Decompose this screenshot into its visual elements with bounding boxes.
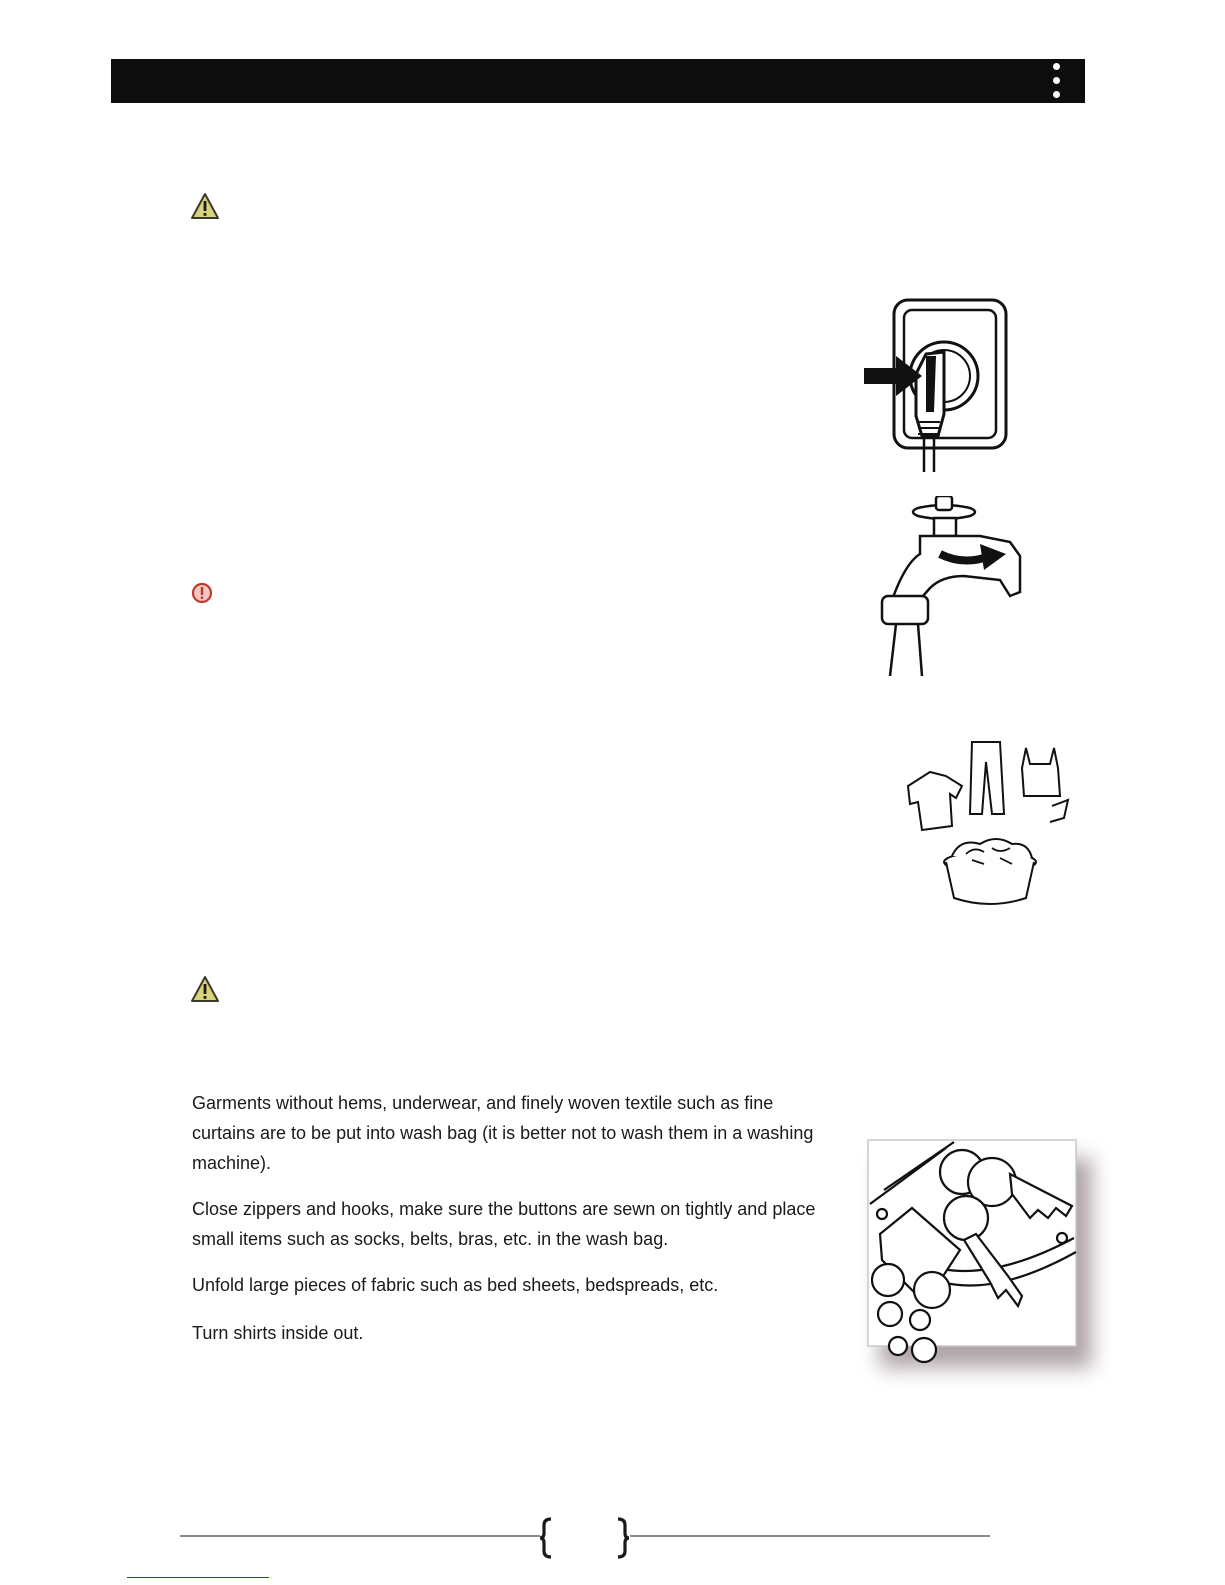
- plug-into-socket-illustration: [846, 294, 1026, 474]
- empty-pockets-illustration: [850, 1128, 1112, 1390]
- open-water-tap-illustration: [860, 496, 1030, 676]
- warning-triangle-icon: [190, 975, 220, 1003]
- page-header-bar: [111, 59, 1085, 103]
- footer-rule-left: [180, 1535, 540, 1537]
- three-dots-icon: [1049, 59, 1063, 103]
- page-number-bracket-left: [538, 1517, 554, 1559]
- instruction-paragraph: Close zippers and hooks, make sure the buttons are sewn on tightly and place small items such as socks, belts, bras, etc. in the wash bag.: [192, 1199, 816, 1249]
- warning-triangle-icon: [190, 192, 220, 220]
- instruction-paragraph: Turn shirts inside out.: [192, 1323, 364, 1343]
- exclamation-circle-icon: [191, 582, 213, 604]
- footer-rule-right: [630, 1535, 990, 1537]
- footer-link-underline[interactable]: [127, 1577, 269, 1578]
- instruction-paragraph: Unfold large pieces of fabric such as bed sheets, bedspreads, etc.: [192, 1275, 719, 1295]
- sort-laundry-illustration: [900, 738, 1075, 914]
- page-number-bracket-right: [615, 1517, 631, 1559]
- instruction-paragraph: Garments without hems, underwear, and finely woven textile such as fine curtains are to be put into wash bag (it is better not to wash them in a washing machine).: [192, 1093, 814, 1173]
